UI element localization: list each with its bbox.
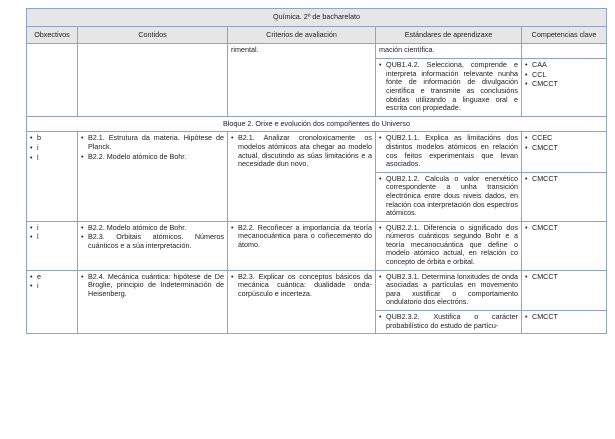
header-contidos: Contidos [78, 26, 228, 44]
list-item: • i [30, 144, 74, 153]
cell-estandar [376, 172, 522, 221]
header-competencias: Competencias clave [522, 26, 607, 44]
table-row [27, 221, 607, 270]
list-item: • B2.3. Explicar os conceptos básicos da mecánica cuántica: dualidade onda-corpúsculo e incerteza. [231, 273, 372, 299]
table-row [27, 132, 607, 172]
cell-criterio [228, 221, 376, 270]
cell-estandar [376, 221, 522, 270]
cell-contidos [78, 221, 228, 270]
list-item: • QUB2.1.1. Explica as limitacións dos distintos modelos atómicos en relación cos feitos experimentais que levan asociados. [379, 134, 518, 168]
cell-obxectivos [27, 270, 78, 334]
cell-contidos [78, 270, 228, 334]
cell-competencias [522, 221, 607, 270]
list-item: • l [30, 233, 74, 242]
list-item: • l [30, 154, 74, 163]
cell-contidos [78, 132, 228, 221]
cell-contidos [78, 44, 228, 117]
cell-criterio [228, 270, 376, 334]
list-item: • CMCCT [525, 80, 603, 89]
cell-competencias [522, 44, 607, 59]
block-title-row [27, 116, 607, 132]
cell-estandar [376, 270, 522, 310]
list-item: • e [30, 273, 74, 282]
document-page [26, 8, 606, 334]
cell-competencias [522, 132, 607, 172]
list-item: • B2.2. Modelo atómico de Bohr. [81, 153, 224, 162]
list-item: • QUB2.2.1. Diferencia o significado dos números cuánticos segundo Bohr e a teoría mecanocuántica que define o modelo atómico actual, en relación co concepto de órbita e orbital. [379, 224, 518, 267]
cell-estandar: mación científica. [376, 44, 522, 59]
list-item: • CCEC [525, 134, 603, 143]
cell-estandar [376, 132, 522, 172]
cell-obxectivos [27, 221, 78, 270]
cell-competencias [522, 270, 607, 310]
list-item: • QUB2.1.2. Calcula o valor enerxético correspondente a unha transición electrónica entre dous niveis dados, en relación coa interpretación dos espectros atómicos. [379, 175, 518, 218]
list-item: • i [30, 224, 74, 233]
cell-competencias [522, 59, 607, 117]
list-item: • B2.4. Mecánica cuántica: hipótese de De Broglie, principio de Indeterminación de Heisenberg. [81, 273, 224, 299]
list-item: • B2.1. Estrutura da materia. Hipótese de Planck. [81, 134, 224, 151]
list-item: • CMCCT [525, 224, 603, 233]
cell-competencias [522, 172, 607, 221]
list-item: • B2.1. Analizar cronoloxicamente os modelos atómicos ata chegar ao modelo actual, discutindo as súas limitacións e a necesidade dun novo. [231, 134, 372, 168]
list-item: • CAA [525, 61, 603, 70]
list-item: • QUB2.3.1. Determina lonxitudes de onda asociadas a partículas en movemento para xustificar o comportamento ondulatorio dos electróns. [379, 273, 518, 307]
header-criterios: Criterios de avaliación [228, 26, 376, 44]
cell-estandar [376, 59, 522, 117]
list-item: • b [30, 134, 74, 143]
table-title: Química. 2º de bacharelato [27, 9, 607, 27]
cell-competencias [522, 311, 607, 334]
table-title-row [27, 9, 607, 27]
table-row [27, 270, 607, 310]
list-item: • CMCCT [525, 313, 603, 322]
list-item: • i [30, 282, 74, 291]
curriculum-table [26, 8, 607, 334]
header-obxectivos: Obxectivos [27, 26, 78, 44]
table-row [27, 44, 607, 59]
cell-obxectivos [27, 44, 78, 117]
list-item: • B2.2. Modelo atómico de Bohr. [81, 224, 224, 233]
header-row [27, 26, 607, 44]
list-item: • CCL [525, 71, 603, 80]
cell-criterio [228, 132, 376, 221]
cell-criterio: rimental. [228, 44, 376, 117]
cell-estandar [376, 311, 522, 334]
list-item: • CMCCT [525, 273, 603, 282]
list-item: • B2.2. Recoñecer a importancia da teoría mecanocuántica para o coñecemento do átomo. [231, 224, 372, 250]
list-item: • QUB2.3.2. Xustifica o carácter probabilístico do estudo de partícu- [379, 313, 518, 330]
list-item: • QUB1.4.2. Selecciona, comprende e interpreta información relevante nunha fonte de información de divulgación científica e transmite as conclusións obtidas utilizando a linguaxe oral e escrita con propiedade. [379, 61, 518, 113]
list-item: • CMCCT [525, 144, 603, 153]
block-title: Bloque 2. Orixe e evolución dos compoñentes do Universo [27, 116, 607, 132]
cell-obxectivos [27, 132, 78, 221]
list-item: • B2.3. Orbitais atómicos. Números cuánticos e a súa interpretación. [81, 233, 224, 250]
list-item: • CMCCT [525, 175, 603, 184]
header-estandares: Estándares de aprendizaxe [376, 26, 522, 44]
